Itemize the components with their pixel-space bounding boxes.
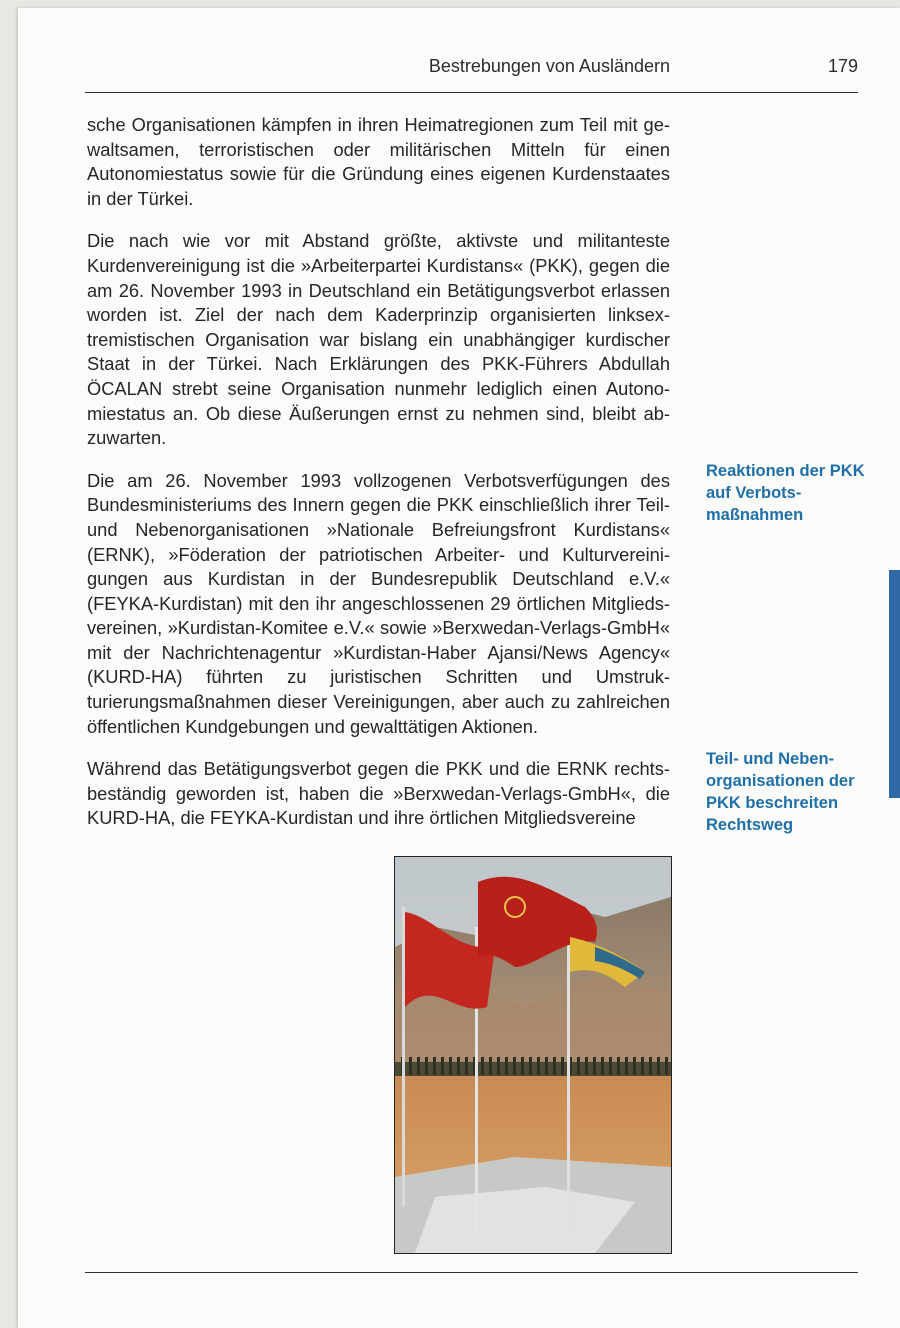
header-rule [85,92,858,93]
running-header: Bestrebungen von Ausländern [428,56,670,76]
footer-rule [85,1272,858,1273]
body-text [87,113,670,849]
photo-illustration [395,857,671,1253]
margin-note: Reaktionen der PKK auf Verbotsmaßnahmen [706,462,865,524]
paragraph: Während das Betätigungsverbot gegen die PKK und die ERNK rechtsbeständig geworden ist, haben die »Berxwedan-Verlags-GmbH«, die KURD-HA, die FEYKA-Kurdistan und ihre örtlichen Mitgliedsvereine [87,758,670,829]
paragraph: Die am 26. November 1993 vollzogenen Verbotsverfügungen des Bundesministeriums des Innern gegen die PKK einschließlich ihrer Teil- und Nebenorganisationen »Nationale Befreiungsfront Kurdistans« (ERNK), »Föderation der patriotischen Arbeiter- und Kulturvereinigungen aus Kurdistan in der Bundesrepublik Deutschland e.V.« (FEYKA-Kurdistan) mit den ihr angeschlossenen 29 örtlichen Mitgliedsvereinen, »Kurdistan-Komitee e.V.« sowie »Berxwedan-Verlags-GmbH« mit der Nachrichtenagentur »Kurdistan-Haber Ajansi/News Agency« (KURD-HA) führten zu juristischen Schritten und Umstrukturierungsmaßnahmen dieser Vereinigungen, aber auch zu zahlreichen öffentlichen Kundgebungen und gewalttätigen Aktionen. [87,469,670,737]
photo-flags-rally [394,856,672,1254]
paragraph: sche Organisationen kämpfen in ihren Heimatregionen zum Teil mit gewaltsamen, terroristischen oder militärischen Mitteln für einen Autonomiestatus sowie für die Gründung eines eigenen Kurdenstaates in der Türkei. [87,114,670,209]
paragraph: Die nach wie vor mit Abstand größte, aktivste und militanteste Kurdenvereinigung ist die »Arbeiterpartei Kurdistans« (PKK), gegen die am 26. November 1993 in Deutschland ein Betätigungsverbot erlassen worden ist. Ziel der nach dem Kaderprinzip organisierten linksextremistischen Organisation war bislang ein unabhängiger kurdischer Staat in der Türkei. Nach Erklärungen des PKK-Führers Abdullah ÖCALAN strebt seine Organisation nunmehr lediglich einen Autonomiestatus an. Ob diese Äußerungen ernst zu nehmen sind, bleibt abzuwarten. [87,230,670,449]
page-number: 179 [827,56,858,76]
section-thumb-tab [889,570,900,798]
margin-note: Teil- und Nebenorganisationen der PKK beschreiten Rechtsweg [706,750,855,834]
